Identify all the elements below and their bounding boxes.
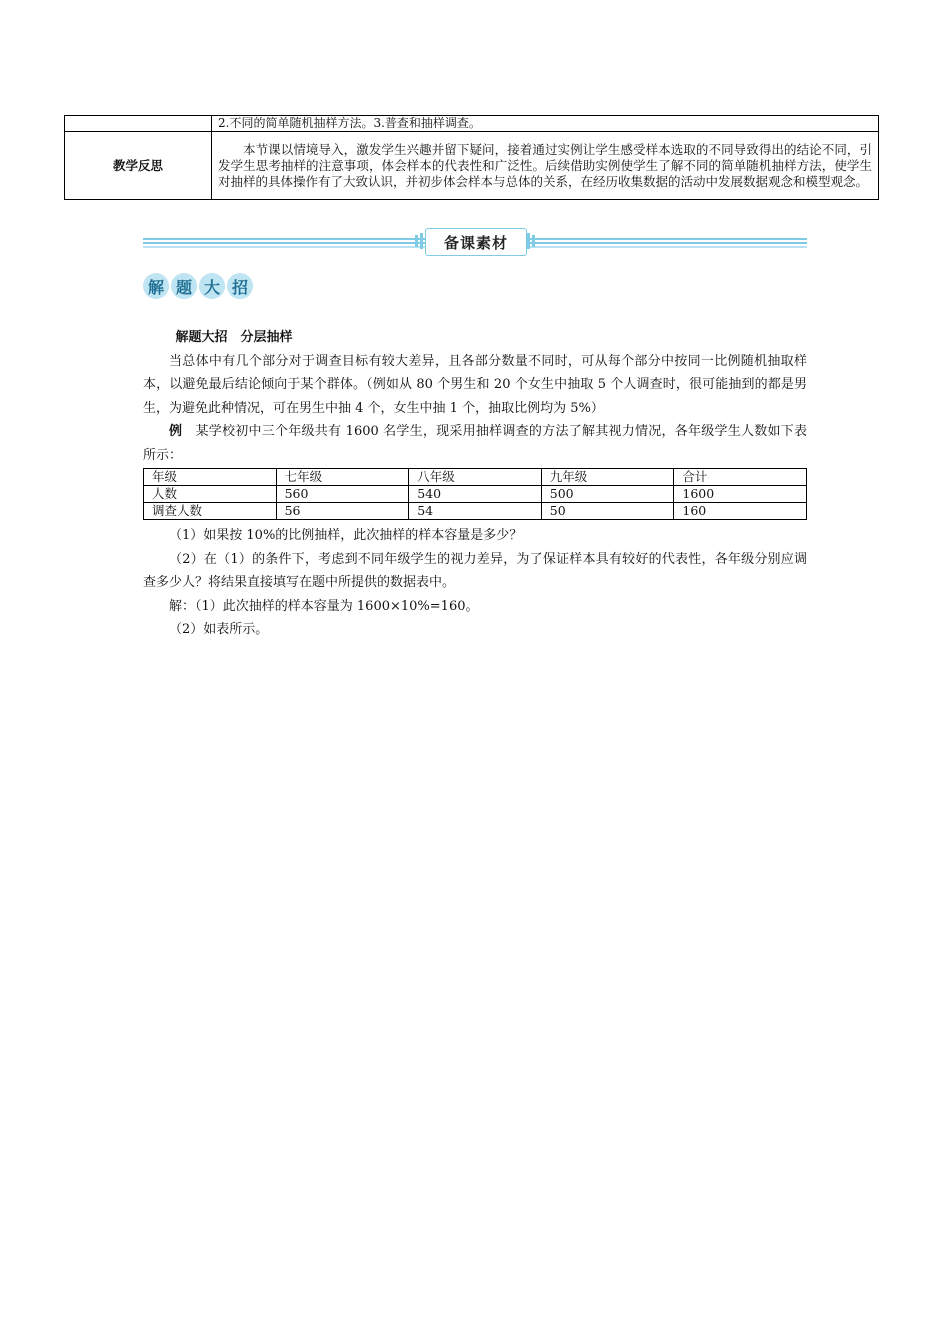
badge-char: 解 [143,273,169,299]
table-cell: 54 [409,503,542,520]
table-cell: 540 [409,486,542,503]
table-cell: 56 [276,503,409,520]
teaching-reflection-text: 本节课以情境导入，激发学生兴趣并留下疑问，接着通过实例让学生感受样本选取的不同导致得出的结论不同，引发学生思考抽样的注意事项，体会样本的代表性和广泛性。后续借助实例使学生了解不同的简单随机抽样方法，使学生对抽样的具体操作有了大致认识，并初步体会样本与总体的关系，在经历收集数据的活动中发展数据观念和模型观念。 [212,132,879,200]
reflection-table [64,115,879,200]
reflection-row-content [65,116,879,132]
section-heading: 解题大招 分层抽样 [175,330,293,345]
question-1: （1）如果按 10%的比例抽样，此次抽样的样本容量是多少？ [169,528,523,543]
banner-title-box [425,228,527,256]
table-cell: 560 [276,486,409,503]
table-cell: 调查人数 [144,503,277,520]
table-cell: 500 [541,486,674,503]
table-row [144,486,807,503]
badge-char: 招 [227,273,253,299]
table-header-cell: 八年级 [409,469,542,486]
grade-data-table [143,468,807,520]
answer-2: （2）如表所示。 [169,622,269,637]
table-header-row [144,469,807,486]
table-cell: 人数 [144,486,277,503]
content-cell: 2.不同的简单随机抽样方法。3.普查和抽样调查。 [212,116,879,132]
section-banner [143,228,807,256]
question-2: （2）在（1）的条件下，考虑到不同年级学生的视力差异，为了保证样本具有较好的代表性，各年级分别应调查多少人？将结果直接填写在题中所提供的数据表中。 [143,551,807,590]
example-paragraph [143,420,807,467]
table-header-cell: 七年级 [276,469,409,486]
banner-title: 备课素材 [443,233,508,252]
table-header-cell: 合计 [674,469,807,486]
example-label: 例 [169,424,183,439]
table-cell: 160 [674,503,807,520]
table-cell: 1600 [674,486,807,503]
banner-left-ornament-icon [415,231,423,251]
table-header-cell: 年级 [144,469,277,486]
banner-right-ornament-icon [527,231,535,251]
reflection-row-teaching [65,132,879,200]
main-content [143,326,807,642]
table-header-cell: 九年级 [541,469,674,486]
answer-1: 解：（1）此次抽样的样本容量为 1600×10%=160。 [169,598,479,614]
teaching-reflection-label: 教学反思 [65,132,212,200]
table-row [144,503,807,520]
badge-char: 大 [199,273,225,299]
badge-char: 题 [171,273,197,299]
empty-label-cell [65,116,212,132]
intro-paragraph: 当总体中有几个部分对于调查目标有较大差异，且各部分数量不同时，可从每个部分中按同一比例随机抽取样本，以避免最后结论倾向于某个群体。（例如从 80 个男生和 20 个女生中抽取 5 个人调查时，很可能抽到的都是男生，为避免此种情况，可在男生中抽 4 个，女生中抽 1 个，抽取比例均为 5%） [143,353,807,416]
jieti-dazhao-badge [143,273,253,301]
example-text: 某学校初中三个年级共有 1600 名学生，现采用抽样调查的方法了解其视力情况，各年级学生人数如下表所示： [143,424,807,463]
table-cell: 50 [541,503,674,520]
